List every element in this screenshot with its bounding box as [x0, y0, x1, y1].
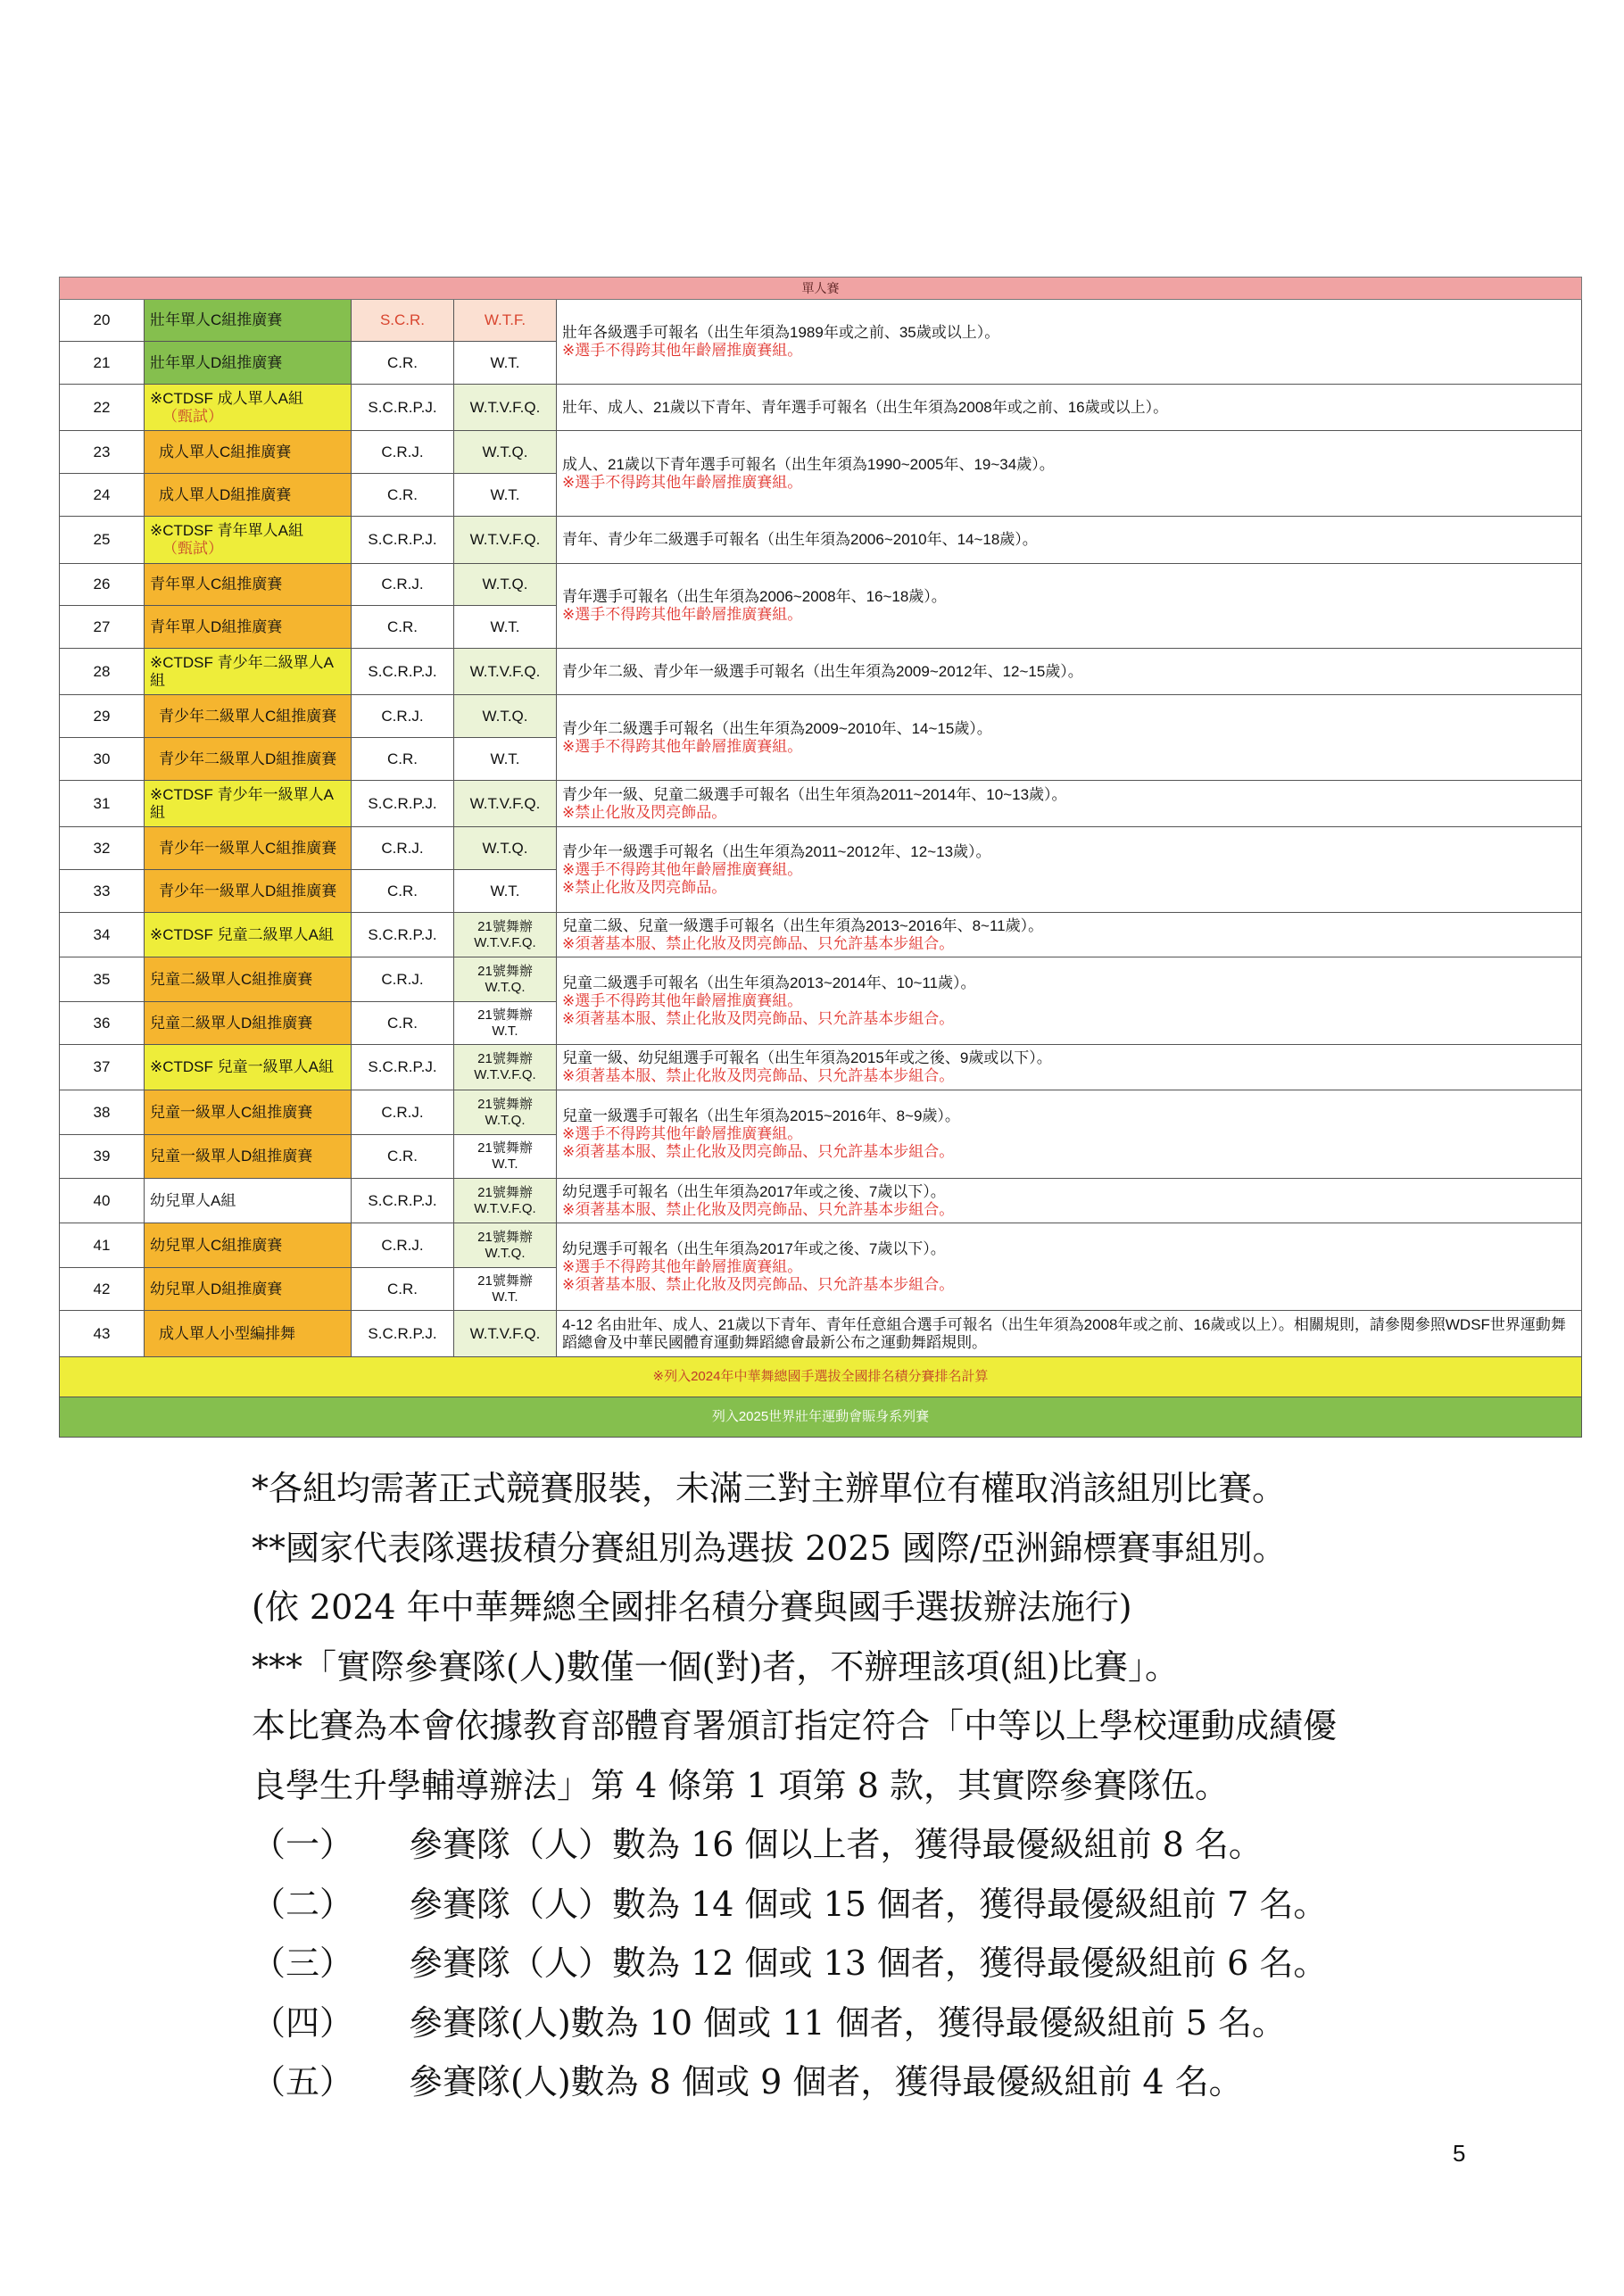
dance-list-full — [454, 913, 557, 957]
group-name-text: 兒童二級單人C組推廣賽 — [150, 970, 313, 988]
table-row — [60, 1311, 1582, 1357]
eligibility-description — [557, 1045, 1582, 1090]
table-row — [60, 913, 1582, 957]
list-item — [252, 1934, 1519, 1993]
row-number: 40 — [60, 1179, 145, 1223]
dance-list-full — [454, 1179, 557, 1223]
dance-list-line: C.R.J. — [381, 576, 424, 593]
group-name — [145, 474, 352, 517]
table-row — [60, 385, 1582, 431]
dance-list-basic — [352, 1223, 454, 1268]
dance-list-full — [454, 957, 557, 1002]
group-name — [145, 1268, 352, 1311]
dance-list-full — [454, 781, 557, 827]
eligibility-description — [557, 827, 1582, 913]
eligibility-text: 兒童一級、幼兒組選手可報名（出生年須為2015年或之後、9歲或以下）。 — [562, 1049, 1052, 1066]
eligibility-note: ※須著基本服、禁止化妝及閃亮飾品、只允許基本步組合。 — [562, 1143, 955, 1160]
dance-list-line: C.R.J. — [381, 839, 424, 857]
eligibility-note: ※選手不得跨其他年齡層推廣賽組。 — [562, 342, 803, 359]
note-paragraph: (依 2024 年中華舞總全國排名積分賽與國手選拔辦法施行) — [252, 1587, 1132, 1627]
row-number: 35 — [60, 957, 145, 1002]
eligibility-note: ※選手不得跨其他年齡層推廣賽組。 — [562, 1125, 803, 1142]
dance-list-basic — [352, 342, 454, 385]
dance-list-basic — [352, 1179, 454, 1223]
eligibility-note: ※禁止化妝及閃亮飾品。 — [562, 803, 727, 821]
dance-list-basic — [352, 870, 454, 913]
dance-list-line: S.C.R.P.J. — [368, 794, 437, 812]
group-name — [145, 781, 352, 827]
dance-list-line: W.T.V.F.Q. — [474, 934, 536, 950]
quota-list — [252, 1815, 1519, 2112]
dance-list-line: W.T.Q. — [485, 979, 526, 995]
dance-list-full — [454, 1002, 557, 1045]
list-item-number: （一） — [252, 1825, 354, 1864]
eligibility-note: ※選手不得跨其他年齡層推廣賽組。 — [562, 860, 803, 878]
note-paragraph: **國家代表隊選拔積分賽組別為選拔 2025 國際/亞洲錦標賽事組別。 — [252, 1528, 1287, 1568]
dance-list-basic — [352, 957, 454, 1002]
group-name-text: 幼兒單人C組推廣賽 — [150, 1236, 283, 1254]
note-paragraph: 良學生升學輔導辦法」第 4 條第 1 項第 8 款，其實際參賽隊伍。 — [252, 1765, 1230, 1805]
row-number: 34 — [60, 913, 145, 957]
row-number: 23 — [60, 431, 145, 474]
dance-list-basic — [352, 1045, 454, 1090]
table-row — [60, 300, 1582, 342]
dance-list-full — [454, 1135, 557, 1179]
row-number: 42 — [60, 1268, 145, 1311]
competition-table-container — [59, 277, 1581, 1438]
dance-list-full — [454, 474, 557, 517]
list-item-number: （四） — [252, 2002, 354, 2043]
dance-list-line: C.R. — [387, 1148, 418, 1165]
dance-list-line: 21號舞辦 — [477, 918, 533, 934]
group-name-text: 兒童一級單人C組推廣賽 — [150, 1103, 313, 1121]
dance-list-basic — [352, 649, 454, 695]
dance-list-line: 21號舞辦 — [477, 1184, 533, 1200]
group-name — [145, 827, 352, 870]
group-name — [145, 913, 352, 957]
dance-list-line: C.R. — [387, 882, 418, 899]
group-name-sub: （甄試） — [162, 407, 223, 425]
table-row — [60, 827, 1582, 870]
group-name-text: ※CTDSF 青少年一級單人A組 — [150, 785, 334, 821]
dance-list-basic — [352, 474, 454, 517]
dance-list-line: W.T. — [490, 618, 520, 635]
row-number: 22 — [60, 385, 145, 431]
dance-list-line: S.C.R.P.J. — [368, 531, 437, 548]
group-name — [145, 695, 352, 738]
group-name-text: 青少年一級單人D組推廣賽 — [159, 882, 337, 899]
list-item-text: 參賽隊(人)數為 8 個或 9 個者，獲得最優級組前 4 名。 — [409, 2062, 1243, 2101]
eligibility-text: 青少年二級選手可報名（出生年須為2009~2010年、14~15歲）。 — [562, 719, 992, 737]
dance-list-line: C.R. — [387, 618, 418, 635]
group-name-text: 成人單人小型編排舞 — [159, 1324, 295, 1342]
list-item — [252, 1875, 1519, 1935]
dance-list-line: W.T. — [492, 1289, 518, 1305]
table-body — [60, 278, 1582, 1438]
table-row — [60, 517, 1582, 564]
list-item — [252, 1993, 1519, 2053]
dance-list-line: C.R.J. — [381, 970, 424, 988]
dance-list-line: W.T. — [490, 750, 520, 767]
list-item — [252, 2052, 1519, 2112]
dance-list-full — [454, 431, 557, 474]
dance-list-line: S.C.R.P.J. — [368, 662, 437, 680]
dance-list-line: C.R.J. — [381, 707, 424, 725]
group-name — [145, 300, 352, 342]
row-number: 24 — [60, 474, 145, 517]
dance-list-line: W.T. — [490, 485, 520, 503]
table-row — [60, 1223, 1582, 1268]
banner-green: 列入2025世界壯年運動會賑身系列賽 — [60, 1397, 1582, 1438]
group-name-text: 成人單人C組推廣賽 — [159, 443, 292, 460]
group-name — [145, 342, 352, 385]
list-item-text: 參賽隊（人）數為 12 個或 13 個者，獲得最優級組前 6 名。 — [409, 1944, 1328, 1983]
eligibility-note: ※須著基本服、禁止化妝及閃亮飾品、只允許基本步組合。 — [562, 1200, 955, 1218]
group-name-text: 青少年二級單人D組推廣賽 — [159, 750, 337, 767]
row-number: 27 — [60, 606, 145, 649]
eligibility-note: ※須著基本服、禁止化妝及閃亮飾品、只允許基本步組合。 — [562, 1067, 955, 1084]
dance-list-line: C.R. — [387, 353, 418, 371]
dance-list-line: W.T.V.F.Q. — [474, 1067, 536, 1082]
eligibility-description — [557, 695, 1582, 781]
table-header-row — [60, 278, 1582, 300]
note-paragraph: 本比賽為本會依據教育部體育署頒訂指定符合「中等以上學校運動成績優 — [252, 1706, 1338, 1745]
dance-list-full — [454, 827, 557, 870]
group-name-text: ※CTDSF 兒童一級單人A組 — [150, 1058, 334, 1075]
group-name — [145, 1223, 352, 1268]
group-name-text: 青少年一級單人C組推廣賽 — [159, 839, 337, 857]
eligibility-description — [557, 564, 1582, 649]
row-number: 20 — [60, 300, 145, 342]
group-name-text: ※CTDSF 青少年二級單人A組 — [150, 653, 334, 689]
dance-list-line: S.C.R.P.J. — [368, 1058, 437, 1075]
dance-list-line: W.T.V.F.Q. — [469, 398, 541, 416]
list-item-text: 參賽隊(人)數為 10 個或 11 個者，獲得最優級組前 5 名。 — [409, 2002, 1287, 2043]
dance-list-basic — [352, 1090, 454, 1135]
competition-table — [59, 277, 1582, 1438]
eligibility-description — [557, 1179, 1582, 1223]
table-row — [60, 781, 1582, 827]
group-name-text: 青年單人D組推廣賽 — [150, 618, 283, 635]
eligibility-description — [557, 781, 1582, 827]
eligibility-description — [557, 385, 1582, 431]
note-paragraph: ***「實際參賽隊(人)數僅一個(對)者，不辦理該項(組)比賽」。 — [252, 1646, 1179, 1687]
dance-list-line: W.T.Q. — [485, 1245, 526, 1261]
dance-list-line: W.T.Q. — [482, 443, 528, 460]
eligibility-description — [557, 517, 1582, 564]
table-header-label: 單人賽 — [60, 278, 1582, 300]
note-paragraph: *各組均需著正式競賽服裝，未滿三對主辦單位有權取消該組別比賽。 — [252, 1469, 1287, 1508]
group-name — [145, 1002, 352, 1045]
row-number: 38 — [60, 1090, 145, 1135]
dance-list-line: W.T.V.F.Q. — [469, 1324, 541, 1342]
group-name-text: 兒童二級單人D組推廣賽 — [150, 1014, 313, 1032]
group-name — [145, 649, 352, 695]
dance-list-basic — [352, 738, 454, 781]
list-item-text: 參賽隊（人）數為 14 個或 15 個者，獲得最優級組前 7 名。 — [409, 1884, 1328, 1924]
dance-list-line: 21號舞辦 — [477, 963, 533, 979]
group-name — [145, 564, 352, 606]
dance-list-basic — [352, 827, 454, 870]
dance-list-basic — [352, 385, 454, 431]
group-name — [145, 738, 352, 781]
dance-list-full — [454, 385, 557, 431]
dance-list-full — [454, 1045, 557, 1090]
group-name — [145, 1311, 352, 1357]
eligibility-note: ※選手不得跨其他年齡層推廣賽組。 — [562, 473, 803, 491]
dance-list-line: 21號舞辦 — [477, 1272, 533, 1289]
dance-list-basic — [352, 913, 454, 957]
eligibility-note: ※須著基本服、禁止化妝及閃亮飾品、只允許基本步組合。 — [562, 1275, 955, 1293]
group-name — [145, 1179, 352, 1223]
table-row — [60, 695, 1582, 738]
group-name-text: 成人單人D組推廣賽 — [159, 485, 292, 503]
eligibility-description — [557, 300, 1582, 385]
row-number: 36 — [60, 1002, 145, 1045]
eligibility-note: ※禁止化妝及閃亮飾品。 — [562, 878, 727, 896]
dance-list-full — [454, 695, 557, 738]
group-name — [145, 517, 352, 564]
table-row — [60, 564, 1582, 606]
dance-list-full — [454, 870, 557, 913]
dance-list-full — [454, 1223, 557, 1268]
group-name-text: 青少年二級單人C組推廣賽 — [159, 707, 337, 725]
row-number: 31 — [60, 781, 145, 827]
dance-list-full — [454, 517, 557, 564]
eligibility-description — [557, 1311, 1582, 1357]
dance-list-line: W.T.F. — [484, 311, 526, 328]
list-item — [252, 1815, 1519, 1875]
list-item-number: （二） — [252, 1884, 354, 1924]
dance-list-line: W.T.Q. — [482, 839, 528, 857]
dance-list-full — [454, 1311, 557, 1357]
dance-list-line: C.R. — [387, 1014, 418, 1032]
eligibility-text: 成人、21歲以下青年選手可報名（出生年須為1990~2005年、19~34歲）。 — [562, 455, 1055, 473]
notes-text-block — [252, 1459, 1519, 2112]
group-name-text: 兒童一級單人D組推廣賽 — [150, 1148, 313, 1165]
dance-list-line: 21號舞辦 — [477, 1007, 533, 1023]
dance-list-line: C.R. — [387, 485, 418, 503]
row-number: 32 — [60, 827, 145, 870]
dance-list-full — [454, 300, 557, 342]
list-item-number: （五） — [252, 2062, 354, 2101]
dance-list-line: C.R.J. — [381, 443, 424, 460]
banner-yellow-row — [60, 1357, 1582, 1397]
dance-list-line: W.T.V.F.Q. — [469, 531, 541, 548]
eligibility-description — [557, 913, 1582, 957]
table-row — [60, 957, 1582, 1002]
dance-list-line: S.C.R. — [379, 311, 426, 328]
group-name-sub: （甄試） — [162, 540, 223, 557]
dance-list-full — [454, 649, 557, 695]
eligibility-text: 兒童一級選手可報名（出生年須為2015~2016年、8~9歲）。 — [562, 1107, 960, 1124]
dance-list-basic — [352, 606, 454, 649]
row-number: 26 — [60, 564, 145, 606]
dance-list-basic — [352, 695, 454, 738]
group-name-text: 壯年單人C組推廣賽 — [150, 311, 283, 328]
row-number: 30 — [60, 738, 145, 781]
eligibility-description — [557, 1223, 1582, 1311]
group-name — [145, 606, 352, 649]
group-name-text: 壯年單人D組推廣賽 — [150, 353, 283, 371]
dance-list-line: 21號舞辦 — [477, 1229, 533, 1245]
group-name — [145, 870, 352, 913]
dance-list-full — [454, 606, 557, 649]
table-row — [60, 1179, 1582, 1223]
dance-list-basic — [352, 1268, 454, 1311]
table-row — [60, 1045, 1582, 1090]
eligibility-note: ※須著基本服、禁止化妝及閃亮飾品、只允許基本步組合。 — [562, 1009, 955, 1027]
eligibility-description — [557, 431, 1582, 517]
eligibility-note: ※選手不得跨其他年齡層推廣賽組。 — [562, 606, 803, 623]
row-number: 21 — [60, 342, 145, 385]
dance-list-line: S.C.R.P.J. — [368, 925, 437, 943]
table-row — [60, 649, 1582, 695]
group-name — [145, 1135, 352, 1179]
eligibility-text: 幼兒選手可報名（出生年須為2017年或之後、7歲以下）。 — [562, 1239, 946, 1257]
dance-list-line: W.T.V.F.Q. — [469, 662, 541, 680]
dance-list-full — [454, 1268, 557, 1311]
eligibility-text: 青年、青少年二級選手可報名（出生年須為2006~2010年、14~18歲）。 — [562, 531, 1038, 548]
group-name-text: 幼兒單人A組 — [150, 1191, 236, 1209]
dance-list-line: C.R.J. — [381, 1103, 424, 1121]
eligibility-text: 青少年一級、兒童二級選手可報名（出生年須為2011~2014年、10~13歲）。 — [562, 785, 1067, 803]
dance-list-line: W.T. — [490, 353, 520, 371]
eligibility-text: 壯年、成人、21歲以下青年、青年選手可報名（出生年須為2008年或之前、16歲或以上）。 — [562, 398, 1169, 416]
group-name — [145, 385, 352, 431]
eligibility-text: 4-12 名由壯年、成人、21歲以下青年、青年任意組合選手可報名（出生年須為2008年或之前、16歲或以上）。相關規則，請參閱參照WDSF世界運動舞蹈總會及中華民國體育運動舞蹈總會最新公布之運動舞蹈規則。 — [562, 1315, 1566, 1351]
banner-yellow: ※列入2024年中華舞總國手選拔全國排名積分賽排名計算 — [60, 1357, 1582, 1397]
list-item-number: （三） — [252, 1944, 354, 1983]
notes-paragraphs — [252, 1459, 1519, 1815]
dance-list-basic — [352, 564, 454, 606]
dance-list-line: W.T.Q. — [482, 576, 528, 593]
table-row — [60, 431, 1582, 474]
banner-green-row — [60, 1397, 1582, 1438]
dance-list-line: S.C.R.P.J. — [368, 1191, 437, 1209]
eligibility-description — [557, 957, 1582, 1045]
dance-list-full — [454, 1090, 557, 1135]
table-row — [60, 1090, 1582, 1135]
dance-list-line: W.T. — [490, 882, 520, 899]
eligibility-text: 兒童二級、兒童一級選手可報名（出生年須為2013~2016年、8~11歲）。 — [562, 916, 1044, 934]
dance-list-basic — [352, 1002, 454, 1045]
group-name — [145, 1045, 352, 1090]
dance-list-line: 21號舞辦 — [477, 1096, 533, 1112]
dance-list-line: W.T.V.F.Q. — [469, 794, 541, 812]
group-name-text: 幼兒單人D組推廣賽 — [150, 1280, 283, 1297]
dance-list-line: C.R. — [387, 750, 418, 767]
eligibility-text: 青少年一級選手可報名（出生年須為2011~2012年、12~13歲）。 — [562, 842, 991, 860]
row-number: 29 — [60, 695, 145, 738]
eligibility-description — [557, 1090, 1582, 1179]
dance-list-basic — [352, 781, 454, 827]
dance-list-line: W.T. — [492, 1156, 518, 1172]
dance-list-line: C.R.J. — [381, 1236, 424, 1254]
dance-list-basic — [352, 1311, 454, 1357]
dance-list-line: 21號舞辦 — [477, 1140, 533, 1156]
dance-list-line: W.T. — [492, 1023, 518, 1039]
dance-list-line: S.C.R.P.J. — [368, 1324, 437, 1342]
eligibility-text: 壯年各級選手可報名（出生年須為1989年或之前、35歲或以上）。 — [562, 324, 1000, 341]
dance-list-full — [454, 342, 557, 385]
page-number: 5 — [1453, 2140, 1466, 2167]
eligibility-text: 兒童二級選手可報名（出生年須為2013~2014年、10~11歲）。 — [562, 974, 976, 991]
dance-list-basic — [352, 517, 454, 564]
group-name-text: 青年單人C組推廣賽 — [150, 576, 283, 593]
group-name-text: ※CTDSF 成人單人A組 — [150, 389, 303, 407]
dance-list-line: W.T.Q. — [485, 1112, 526, 1128]
eligibility-note: ※須著基本服、禁止化妝及閃亮飾品、只允許基本步組合。 — [562, 934, 955, 952]
group-name-text: ※CTDSF 青年單人A組 — [150, 522, 303, 539]
row-number: 37 — [60, 1045, 145, 1090]
dance-list-line: W.T.V.F.Q. — [474, 1200, 536, 1216]
group-name-text: ※CTDSF 兒童二級單人A組 — [150, 925, 334, 943]
list-item-text: 參賽隊（人）數為 16 個以上者，獲得最優級組前 8 名。 — [409, 1825, 1263, 1864]
group-name — [145, 1090, 352, 1135]
eligibility-description — [557, 649, 1582, 695]
group-name — [145, 957, 352, 1002]
dance-list-line: S.C.R.P.J. — [368, 398, 437, 416]
eligibility-note: ※選手不得跨其他年齡層推廣賽組。 — [562, 991, 803, 1009]
dance-list-basic — [352, 431, 454, 474]
row-number: 39 — [60, 1135, 145, 1179]
group-name — [145, 431, 352, 474]
dance-list-line: C.R. — [387, 1280, 418, 1297]
eligibility-text: 青少年二級、青少年一級選手可報名（出生年須為2009~2012年、12~15歲）。 — [562, 662, 1083, 680]
row-number: 33 — [60, 870, 145, 913]
row-number: 43 — [60, 1311, 145, 1357]
dance-list-basic — [352, 300, 454, 342]
eligibility-text: 幼兒選手可報名（出生年須為2017年或之後、7歲以下）。 — [562, 1182, 946, 1200]
row-number: 28 — [60, 649, 145, 695]
dance-list-full — [454, 738, 557, 781]
dance-list-line: W.T.Q. — [482, 707, 528, 725]
eligibility-note: ※選手不得跨其他年齡層推廣賽組。 — [562, 737, 803, 755]
eligibility-text: 青年選手可報名（出生年須為2006~2008年、16~18歲）。 — [562, 588, 947, 605]
dance-list-full — [454, 564, 557, 606]
dance-list-basic — [352, 1135, 454, 1179]
eligibility-note: ※選手不得跨其他年齡層推廣賽組。 — [562, 1257, 803, 1275]
row-number: 25 — [60, 517, 145, 564]
row-number: 41 — [60, 1223, 145, 1268]
dance-list-line: 21號舞辦 — [477, 1051, 533, 1066]
